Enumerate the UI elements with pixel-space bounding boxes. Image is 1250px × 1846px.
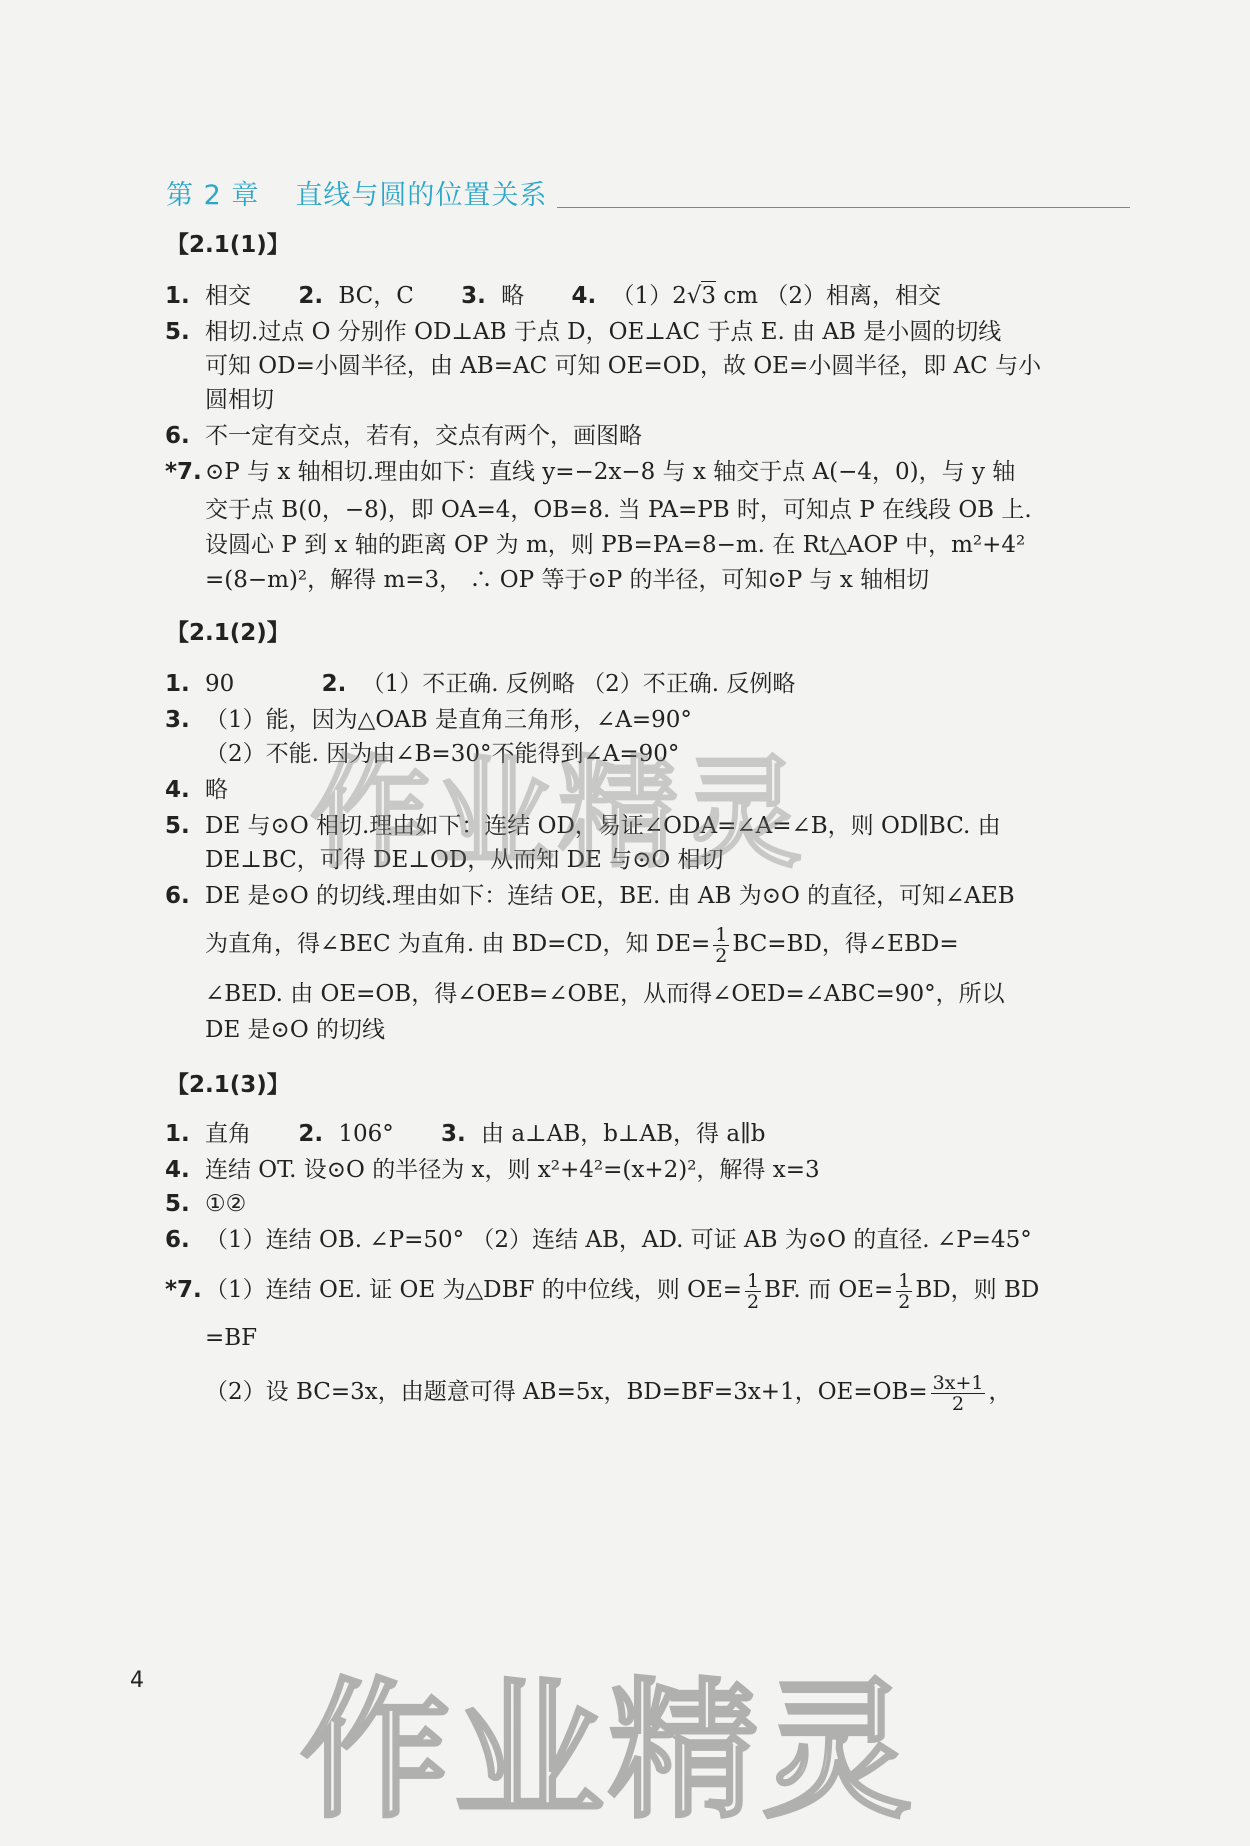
sqrt-radicand: 3 xyxy=(701,283,717,309)
answer-text: 设圆心 P 到 x 轴的距离 OP 为 m，则 PB=PA=8−m. 在 Rt△AOP 中，m²+4² xyxy=(205,532,1026,558)
item-number: 3. xyxy=(165,707,190,733)
answer-text: 为直角，得∠BEC 为直角. 由 BD=CD，知 DE= xyxy=(205,931,711,957)
answer-text: （1）2 xyxy=(611,283,687,309)
watermark: 作 业 精 灵 xyxy=(310,745,806,884)
item-number: 3. xyxy=(441,1121,466,1147)
fraction: $\frac{3x+1}{2}$ xyxy=(932,1371,984,1415)
answer-row xyxy=(165,452,1131,492)
answer-text: ⊙P 与 x 轴相切.理由如下：直线 y=−2x−8 与 x 轴交于点 A(−4，0)，与 y 轴 xyxy=(205,459,1016,485)
answer-row xyxy=(205,490,1131,530)
answer-row xyxy=(205,734,1131,774)
answer-row xyxy=(165,770,1131,810)
chapter-heading xyxy=(166,172,1130,212)
answer-row xyxy=(165,664,1131,704)
chapter-title: 直线与圆的位置关系 xyxy=(295,180,548,211)
answer-row xyxy=(205,1372,1131,1414)
item-number: 6. xyxy=(165,423,190,449)
item-number: 6. xyxy=(165,1227,190,1253)
item-number: 2. xyxy=(321,671,347,697)
answer-text: 直角 xyxy=(205,1121,251,1147)
answer-text: 由 a⊥AB，b⊥AB，得 a∥b xyxy=(481,1121,766,1147)
answer-text: cm （2）相离，相交 xyxy=(716,283,941,309)
item-number: 4. xyxy=(165,1157,190,1183)
fraction: $\frac{1}{2}$ xyxy=(715,923,728,967)
item-number: 1. xyxy=(165,283,190,309)
item-number: 1. xyxy=(165,671,190,697)
answer-text: （1）连结 OE. 证 OE 为△DBF 的中位线，则 OE= xyxy=(205,1277,743,1303)
answer-text: （2）设 BC=3x，由题意可得 AB=5x，BD=BF=3x+1，OE=OB= xyxy=(205,1379,928,1405)
answer-text: DE 是⊙O 的切线 xyxy=(205,1017,385,1043)
answer-text: 相切.过点 O 分别作 OD⊥AB 于点 D，OE⊥AC 于点 E. 由 AB 是小圆的切线 xyxy=(205,319,1002,345)
answer-text: 相交 xyxy=(205,283,251,309)
item-number: 4. xyxy=(165,777,190,803)
fraction: $\frac{1}{2}$ xyxy=(747,1269,760,1313)
answer-text: 连结 OT. 设⊙O 的半径为 x，则 x²+4²=(x+2)²，解得 x=3 xyxy=(205,1157,820,1183)
item-number: 2. xyxy=(298,283,324,309)
section-label: 【2.1(2)】 xyxy=(166,620,290,646)
section-label: 【2.1(3)】 xyxy=(166,1072,290,1098)
item-number: 5. xyxy=(165,1191,190,1217)
answer-text: （1）不正确. 反例略 （2）不正确. 反例略 xyxy=(361,671,796,697)
item-number: *7. xyxy=(165,459,202,485)
answer-row xyxy=(205,560,1131,600)
answer-row xyxy=(165,1270,1131,1312)
answer-text: 略 xyxy=(501,283,525,309)
answer-row xyxy=(205,1010,1131,1050)
answer-text: BF. 而 OE= xyxy=(764,1277,894,1303)
answer-row xyxy=(165,1114,1131,1154)
answer-text: ， xyxy=(988,1379,1012,1405)
answer-row xyxy=(165,1220,1131,1260)
answer-row xyxy=(205,1318,1131,1358)
answer-row xyxy=(165,1184,1131,1224)
answer-text: 交于点 B(0，−8)，即 OA=4，OB=8. 当 PA=PB 时，可知点 P 在线段 OB 上. xyxy=(205,497,1032,523)
answer-text: =BF xyxy=(205,1325,258,1351)
answer-text: （1）连结 OB. ∠P=50° （2）连结 AB，AD. 可证 AB 为⊙O 的直径. ∠P=45° xyxy=(205,1227,1032,1253)
answer-text: BC，C xyxy=(338,283,414,309)
answer-row: 1. 相交 2. BC，C 3. 略 4. （1）2√3 cm （2）相离，相交 xyxy=(165,276,1131,316)
answer-text: 略 xyxy=(205,777,228,803)
item-number: 6. xyxy=(165,883,190,909)
answer-text: （1）能，因为△OAB 是直角三角形，∠A=90° xyxy=(205,707,692,733)
answer-text: BD，则 BD xyxy=(915,1277,1040,1303)
answer-text: =(8−m)²，解得 m=3， ∴ OP 等于⊙P 的半径，可知⊙P 与 x 轴相切 xyxy=(205,567,930,593)
answer-text: DE⊥BC，可得 DE⊥OD，从而知 DE 与⊙O 相切 xyxy=(205,847,724,873)
watermark: 作 业 精 灵 xyxy=(300,1665,917,1839)
page-number: 4 xyxy=(130,1668,144,1693)
answer-text: ①② xyxy=(205,1191,247,1217)
item-number: 5. xyxy=(165,813,190,839)
answer-text: （2）不能. 因为由∠B=30°不能得到∠A=90° xyxy=(205,741,680,767)
answer-row xyxy=(205,380,1131,420)
answer-row xyxy=(205,840,1131,880)
item-number: 3. xyxy=(461,283,486,309)
answer-row xyxy=(205,924,1131,966)
fraction: $\frac{1}{2}$ xyxy=(898,1269,911,1313)
answer-text: 圆相切 xyxy=(205,387,274,413)
item-number: 5. xyxy=(165,319,190,345)
item-number: *7. xyxy=(165,1277,202,1303)
answer-row xyxy=(165,876,1131,916)
section-label: 【2.1(1)】 xyxy=(166,232,290,258)
answer-text: 可知 OD=小圆半径，由 AB=AC 可知 OE=OD，故 OE=小圆半径，即 AC 与小 xyxy=(205,353,1042,379)
answer-row xyxy=(205,525,1131,565)
answer-text: 106° xyxy=(338,1121,394,1147)
chapter-number: 第 2 章 xyxy=(166,180,260,211)
answer-row xyxy=(165,416,1131,456)
item-number: 2. xyxy=(298,1121,324,1147)
answer-row xyxy=(205,974,1131,1014)
answer-text: ∠BED. 由 OE=OB，得∠OEB=∠OBE，从而得∠OED=∠ABC=90°，所以 xyxy=(205,981,1005,1007)
answer-text: 90 xyxy=(205,671,235,697)
item-number: 1. xyxy=(165,1121,190,1147)
item-number: 4. xyxy=(571,283,597,309)
answer-text: 不一定有交点，若有，交点有两个，画图略 xyxy=(205,423,642,449)
chapter-rule xyxy=(557,207,1130,208)
answer-text: BC=BD，得∠EBD= xyxy=(732,931,959,957)
answer-text: DE 与⊙O 相切.理由如下：连结 OD，易证∠ODA=∠A=∠B，则 OD∥BC. 由 xyxy=(205,813,1001,839)
answer-text: DE 是⊙O 的切线.理由如下：连结 OE，BE. 由 AB 为⊙O 的直径，可知∠AEB xyxy=(205,883,1015,909)
